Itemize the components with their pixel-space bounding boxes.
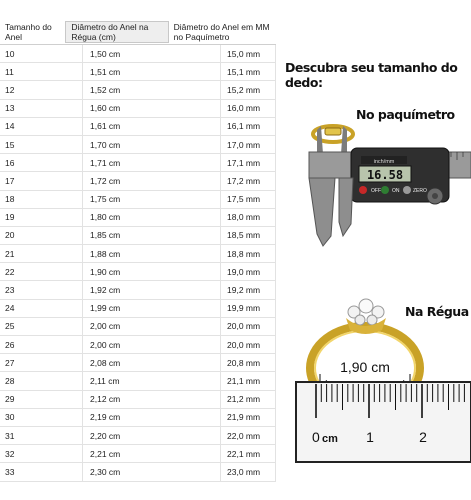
cell-diameter-cm[interactable]: 1,90 cm	[82, 263, 220, 280]
caliper-unit-label: inch/mm	[373, 159, 395, 165]
cell-diameter-mm[interactable]: 21,2 mm	[220, 391, 276, 408]
cell-ring-size[interactable]: 13	[5, 103, 15, 114]
table-header	[0, 20, 276, 45]
cell-ring-size[interactable]: 12	[5, 84, 15, 95]
caliper-off-label: OFF	[371, 188, 381, 194]
caliper-zero-label: ZERO	[413, 188, 427, 194]
ruler-zero-label: 0	[312, 429, 320, 445]
table-row	[0, 100, 276, 118]
cell-ring-size[interactable]: 27	[5, 357, 15, 368]
cell-diameter-mm[interactable]: 16,0 mm	[220, 100, 276, 117]
cell-diameter-mm[interactable]: 23,0 mm	[220, 463, 276, 480]
cell-diameter-mm[interactable]: 15,2 mm	[220, 81, 276, 98]
cell-diameter-cm[interactable]: 2,08 cm	[82, 354, 220, 371]
caliper-zero-button[interactable]	[403, 186, 411, 194]
cell-ring-size[interactable]: 11	[5, 66, 14, 77]
table-row	[0, 136, 276, 154]
cell-diameter-cm[interactable]: 1,51 cm	[82, 63, 220, 80]
cell-diameter-cm[interactable]: 1,60 cm	[82, 100, 220, 117]
table-row	[0, 191, 276, 209]
table-row	[0, 245, 276, 263]
cell-diameter-mm[interactable]: 21,1 mm	[220, 372, 276, 389]
cell-diameter-mm[interactable]: 20,8 mm	[220, 354, 276, 371]
cell-diameter-mm[interactable]: 18,8 mm	[220, 245, 276, 262]
ruler-title: Na Régua	[405, 304, 469, 319]
table-row	[0, 45, 276, 63]
cell-ring-size[interactable]: 29	[5, 394, 15, 405]
table-row	[0, 263, 276, 281]
table-row	[0, 372, 276, 390]
cell-ring-size[interactable]: 22	[5, 266, 15, 277]
cell-diameter-cm[interactable]: 2,21 cm	[82, 445, 220, 462]
cell-diameter-mm[interactable]: 22,0 mm	[220, 427, 276, 444]
cell-diameter-cm[interactable]: 1,50 cm	[82, 45, 220, 62]
table-row	[0, 81, 276, 99]
cell-diameter-mm[interactable]: 19,9 mm	[220, 300, 276, 317]
table-row	[0, 281, 276, 299]
cell-ring-size[interactable]: 30	[5, 412, 15, 423]
header-ring-size[interactable]: Tamanho do Anel	[5, 22, 52, 42]
cell-diameter-cm[interactable]: 2,12 cm	[82, 391, 220, 408]
table-row	[0, 63, 276, 81]
table-row	[0, 445, 276, 463]
cell-diameter-mm[interactable]: 20,0 mm	[220, 318, 276, 335]
table-row	[0, 227, 276, 245]
cell-diameter-mm[interactable]: 15,1 mm	[220, 63, 276, 80]
cell-diameter-cm[interactable]: 1,72 cm	[82, 172, 220, 189]
cell-diameter-mm[interactable]: 18,0 mm	[220, 209, 276, 226]
cell-ring-size[interactable]: 32	[5, 448, 15, 459]
caliper-display: 16.58	[366, 168, 404, 182]
cell-ring-size[interactable]: 18	[5, 194, 15, 205]
cell-diameter-mm[interactable]: 17,5 mm	[220, 191, 276, 208]
cell-diameter-mm[interactable]: 17,2 mm	[220, 172, 276, 189]
cell-diameter-cm[interactable]: 1,75 cm	[82, 191, 220, 208]
cell-diameter-mm[interactable]: 20,0 mm	[220, 336, 276, 353]
table-row	[0, 118, 276, 136]
cell-diameter-mm[interactable]: 21,9 mm	[220, 409, 276, 426]
caliper-illustration	[295, 124, 471, 254]
header-diameter-mm[interactable]: Diâmetro do Anel em MM no Paquímetro	[173, 22, 270, 42]
ring-size-table	[0, 20, 276, 482]
cell-ring-size[interactable]: 23	[5, 285, 15, 296]
table-row	[0, 354, 276, 372]
cell-ring-size[interactable]: 25	[5, 321, 15, 332]
cell-diameter-cm[interactable]: 2,00 cm	[82, 318, 220, 335]
cell-diameter-cm[interactable]: 1,88 cm	[82, 245, 220, 262]
cell-diameter-cm[interactable]: 2,00 cm	[82, 336, 220, 353]
cell-diameter-cm[interactable]: 1,99 cm	[82, 300, 220, 317]
cell-ring-size[interactable]: 24	[5, 303, 15, 314]
cell-ring-size[interactable]: 17	[5, 175, 15, 186]
cell-diameter-cm[interactable]: 1,71 cm	[82, 154, 220, 171]
header-diameter-cm[interactable]: Diâmetro do Anel na Régua (cm)	[65, 21, 168, 43]
cell-diameter-mm[interactable]: 15,0 mm	[220, 45, 276, 62]
cell-ring-size[interactable]: 20	[5, 230, 15, 241]
table-row	[0, 336, 276, 354]
cell-ring-size[interactable]: 19	[5, 212, 15, 223]
cell-diameter-mm[interactable]: 16,1 mm	[220, 118, 276, 135]
table-row	[0, 463, 276, 481]
cell-ring-size[interactable]: 16	[5, 157, 15, 168]
caliper-on-button[interactable]	[381, 186, 389, 194]
caliper-title: No paquímetro	[356, 107, 455, 122]
ruler	[296, 382, 471, 462]
cell-ring-size[interactable]: 15	[5, 139, 15, 150]
table-row	[0, 427, 276, 445]
caliper-off-button[interactable]	[359, 186, 367, 194]
cell-diameter-cm[interactable]: 1,70 cm	[82, 136, 220, 153]
ruler-illustration	[290, 290, 471, 475]
table-row	[0, 300, 276, 318]
table-row	[0, 318, 276, 336]
table-row	[0, 172, 276, 190]
table-body	[0, 45, 276, 482]
cell-ring-size[interactable]: 33	[5, 466, 15, 477]
cell-diameter-mm[interactable]: 17,0 mm	[220, 136, 276, 153]
cell-diameter-mm[interactable]: 22,1 mm	[220, 445, 276, 462]
cell-diameter-cm[interactable]: 1,92 cm	[82, 281, 220, 298]
table-row	[0, 154, 276, 172]
cell-ring-size[interactable]: 26	[5, 339, 15, 350]
ruler-one-label: 1	[366, 429, 374, 445]
infographic-title: Descubra seu tamanho do dedo:	[285, 60, 458, 90]
cell-diameter-cm[interactable]: 1,85 cm	[82, 227, 220, 244]
caliper-on-label: ON	[392, 188, 400, 194]
ruler-measure-label: 1,90 cm	[340, 359, 390, 375]
cell-diameter-cm[interactable]: 1,80 cm	[82, 209, 220, 226]
cell-diameter-cm[interactable]: 2,19 cm	[82, 409, 220, 426]
cell-diameter-cm[interactable]: 2,20 cm	[82, 427, 220, 444]
cell-diameter-cm[interactable]: 2,11 cm	[82, 372, 220, 389]
table-row	[0, 391, 276, 409]
cell-ring-size[interactable]: 21	[5, 248, 15, 259]
cell-ring-size[interactable]: 28	[5, 375, 15, 386]
cell-diameter-cm[interactable]: 2,30 cm	[82, 463, 220, 480]
ruler-unit-label: cm	[322, 433, 338, 445]
cell-diameter-cm[interactable]: 1,52 cm	[82, 81, 220, 98]
table-row	[0, 209, 276, 227]
cell-diameter-mm[interactable]: 18,5 mm	[220, 227, 276, 244]
cell-ring-size[interactable]: 10	[5, 48, 15, 59]
ruler-two-label: 2	[419, 429, 427, 445]
cell-diameter-mm[interactable]: 19,0 mm	[220, 263, 276, 280]
table-row	[0, 409, 276, 427]
cell-diameter-cm[interactable]: 1,61 cm	[82, 118, 220, 135]
cell-ring-size[interactable]: 31	[5, 430, 15, 441]
cell-diameter-mm[interactable]: 17,1 mm	[220, 154, 276, 171]
cell-diameter-mm[interactable]: 19,2 mm	[220, 281, 276, 298]
cell-ring-size[interactable]: 14	[5, 121, 15, 132]
